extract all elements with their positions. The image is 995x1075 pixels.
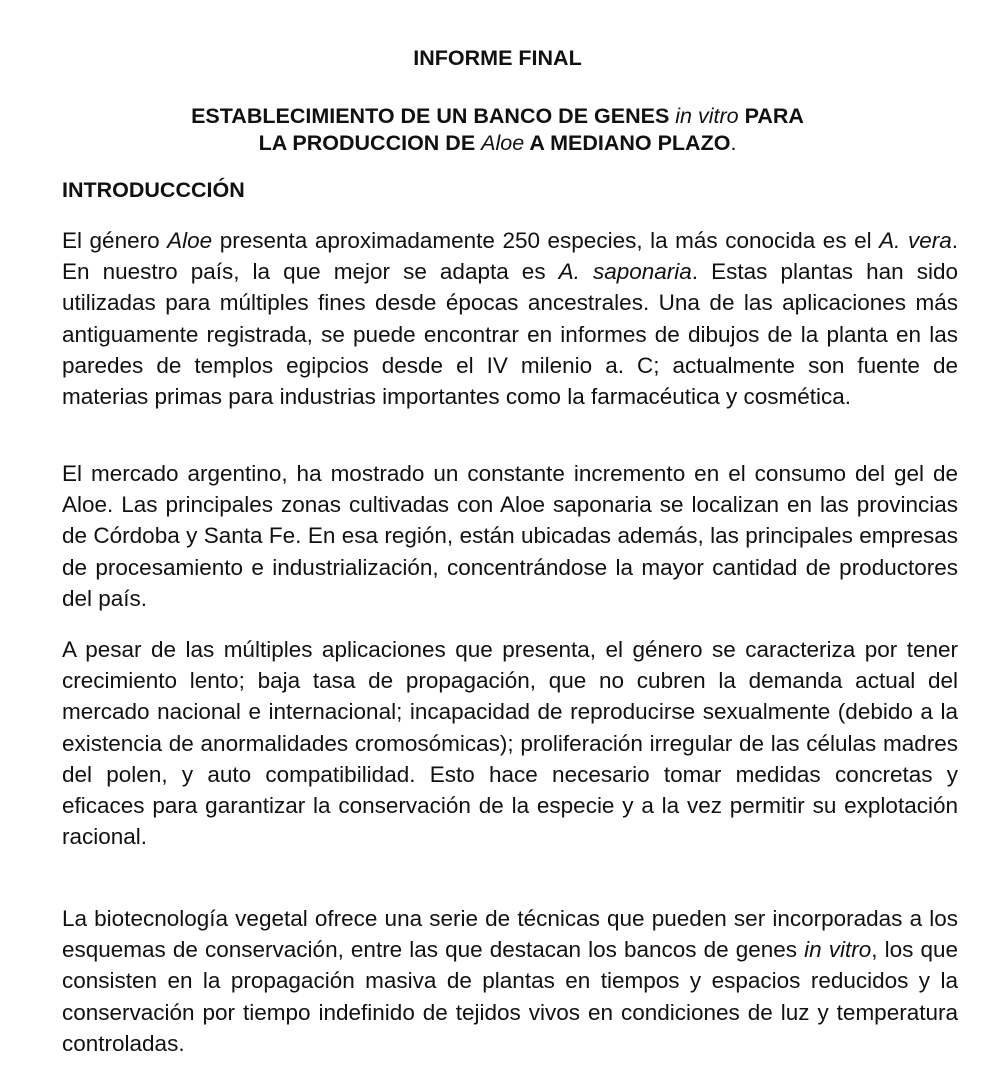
paragraph-text: La biotecnología vegetal ofrece una serie de técnicas que pueden ser incorporadas a los esquemas de conservación, entre las que destacan los bancos de genes — [62, 906, 958, 963]
paragraph-text: . En nuestro país, la que mejor se adapta es — [62, 228, 958, 285]
paragraph-italic: A. saponaria — [558, 259, 692, 285]
subtitle-line-1 — [0, 103, 995, 130]
paragraph-italic: Aloe — [167, 228, 213, 253]
paragraph-3 — [62, 634, 958, 852]
subtitle-text: LA PRODUCCION DE — [258, 131, 482, 155]
paragraph-text: A pesar de las múltiples aplicaciones que presenta, el género se caracteriza por tener crecimiento lento; baja tasa de propagación, que no cubren la demanda actual del mercado nacional e internacional; incapacidad de reproducirse sexualmente (debido a la existencia de anormalidades cromosómicas); proliferación irregular de las células madres del polen, y auto compatibilidad. Esto hace necesario tomar medidas concretas y eficaces para garantizar la conservación de la especie y a la vez permitir su explotación racional. — [62, 637, 958, 850]
subtitle-period: . — [730, 131, 737, 155]
subtitle-text: PARA — [738, 104, 804, 128]
section-heading: INTRODUCCCIÓN — [62, 178, 245, 202]
report-subtitle — [0, 103, 995, 157]
paragraph-text: . Estas plantas han sido utilizadas para múltiples fines desde épocas ancestrales. Una de las aplicaciones más antiguamente registrada, se puede encontrar en informes de dibujos de la planta en las paredes de templos egipcios desde el IV milenio a. C; actualmente son fuente de materias primas para industrias importantes como la farmacéutica y cosmética. — [62, 259, 958, 410]
paragraph-text: presenta aproximadamente 250 especies, la más conocida es el — [212, 228, 880, 253]
paragraph-4 — [62, 903, 958, 1059]
subtitle-line-2 — [0, 130, 995, 157]
subtitle-text: A MEDIANO PLAZO — [524, 131, 731, 155]
paragraph-italic: in vitro — [804, 937, 872, 963]
paragraph-2 — [62, 458, 958, 614]
paragraph-text: , los que consisten en la propagación masiva de plantas en tiempos y espacios reducidos y la conservación por tiempo indefinido de tejidos vivos en condiciones de luz y temperatura controladas. — [62, 937, 958, 1056]
paragraph-text: El mercado argentino, ha mostrado un constante incremento en el consumo del gel de Aloe. Las principales zonas cultivadas con Aloe saponaria se localizan en las provincias de Córdoba y Santa Fe. En esa región, están ubicadas además, las principales empresas de procesamiento e industrialización, concentrándose la mayor cantidad de productores del país. — [62, 461, 958, 611]
subtitle-italic: in vitro — [675, 104, 739, 128]
report-title: INFORME FINAL — [413, 46, 582, 70]
paragraph-italic: A. vera — [879, 228, 952, 253]
paragraph-1 — [62, 225, 958, 412]
subtitle-italic: Aloe — [481, 131, 525, 155]
paragraph-text: El género — [62, 228, 168, 253]
subtitle-text: ESTABLECIMIENTO DE UN BANCO DE GENES — [191, 104, 676, 128]
